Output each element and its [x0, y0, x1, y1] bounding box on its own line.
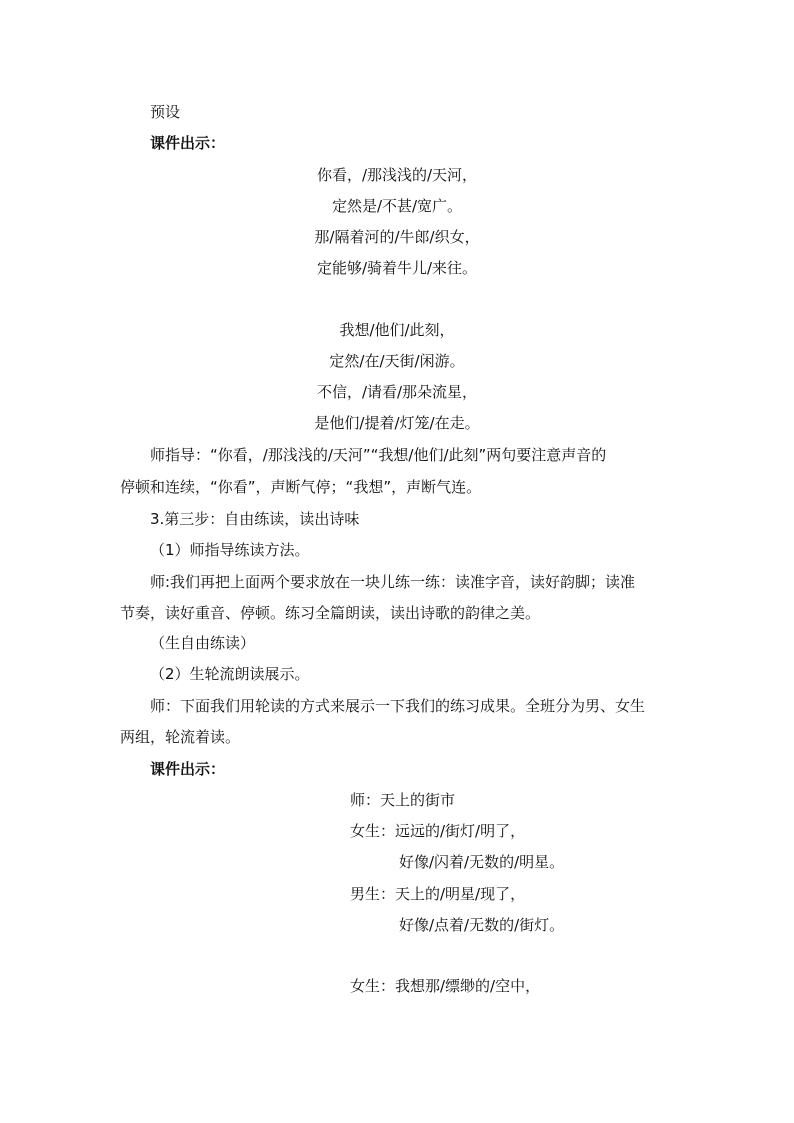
- step-heading: 3.第三步：自由练读，读出诗味: [150, 510, 360, 528]
- poem-line: 你看，/那浅浅的/天河，: [316, 166, 478, 184]
- preset-label: 预设: [150, 103, 181, 121]
- poem-line: 定能够/骑着牛儿/来往。: [316, 259, 478, 277]
- teacher-paragraph-line: 两组，轮流着读。: [120, 728, 241, 746]
- poem-line: 那/隔着河的/牛郎/织女，: [314, 228, 480, 246]
- courseware-label: 课件出示：: [150, 760, 226, 778]
- poem-line: 定然/在/天街/闲游。: [329, 352, 465, 370]
- teacher-paragraph-line: 节奏，读好重音、停顿。练习全篇朗读，读出诗歌的韵律之美。: [120, 604, 541, 622]
- dialogue-line: 女生：远远的/街灯/明了，: [350, 822, 526, 840]
- sub-heading: （1）师指导练读方法。: [150, 541, 310, 559]
- dialogue-line: 男生：天上的/明星/现了，: [350, 885, 526, 903]
- guide-paragraph-line: 停顿和连续，“你看”，声断气停；“我想”，声断气连。: [120, 478, 482, 496]
- poem-line: 是他们/提着/灯笼/在走。: [314, 414, 480, 432]
- dialogue-line: 好像/闪着/无数的/明星。: [399, 853, 565, 871]
- poem-line: 我想/他们/此刻，: [339, 321, 455, 339]
- poem-line: 定然是/不甚/宽广。: [331, 197, 463, 215]
- guide-paragraph-line: 师指导：“你看，/那浅浅的/天河”“我想/他们/此刻”两句要注意声音的: [150, 446, 607, 464]
- teacher-paragraph-line: 师：下面我们用轮读的方式来展示一下我们的练习成果。全班分为男、女生: [150, 697, 646, 715]
- dialogue-line: 师：天上的街市: [350, 791, 456, 809]
- dialogue-line: 好像/点着/无数的/街灯。: [399, 916, 565, 934]
- teacher-paragraph-line: 师:我们再把上面两个要求放在一块儿练一练：读准字音，读好韵脚；读准: [150, 573, 636, 591]
- courseware-label: 课件出示：: [150, 134, 226, 152]
- student-practice-note: （生自由练读）: [150, 634, 256, 652]
- poem-line: 不信，/请看/那朵流星，: [316, 383, 478, 401]
- sub-heading: （2）生轮流朗读展示。: [150, 665, 310, 683]
- dialogue-line: 女生：我想那/缥缈的/空中，: [350, 977, 541, 995]
